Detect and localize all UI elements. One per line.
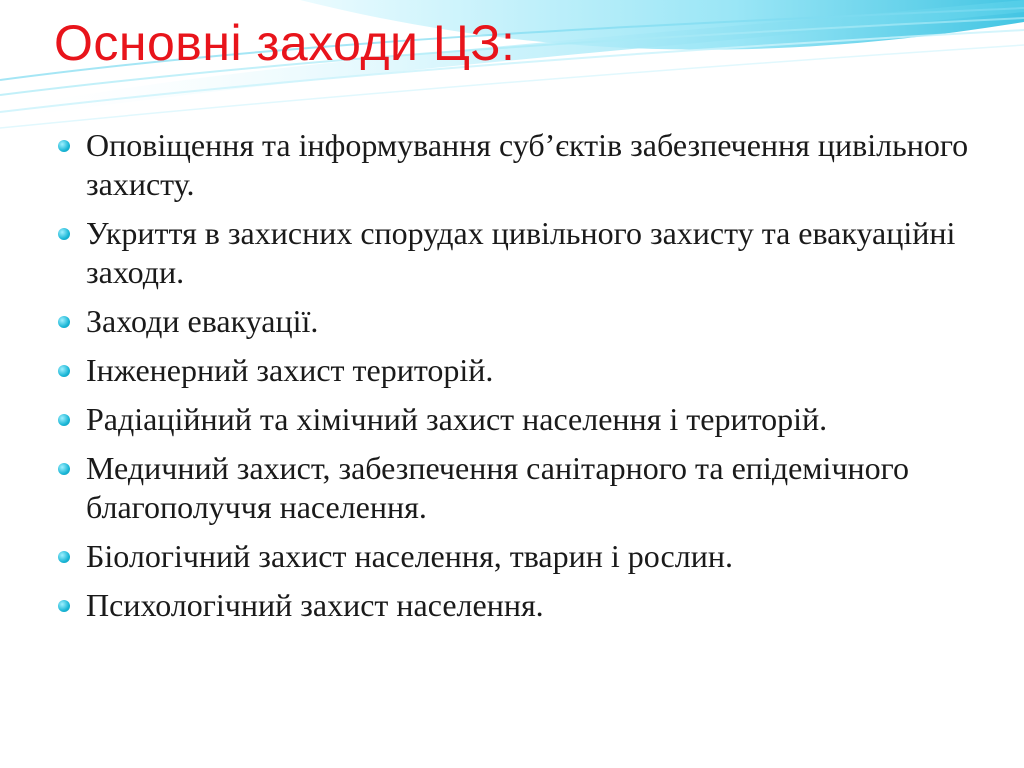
list-item-text: Укриття в захисних спорудах цивільного захисту та евакуаційні заходи. [86,215,956,290]
bullet-icon [58,600,70,612]
bullet-icon [58,140,70,152]
list-item [58,126,988,204]
list-item-text: Психологічний захист населення. [86,587,544,623]
bullet-icon [58,463,70,475]
bullet-icon [58,228,70,240]
list-item-text: Медичний захист, забезпечення санітарного та епідемічного благополуччя населення. [86,450,909,525]
list-item [58,449,988,527]
list-item [58,537,988,576]
list-item [58,302,988,341]
list-item-text: Заходи евакуації. [86,303,319,339]
list-item-text: Оповіщення та інформування суб’єктів забезпечення цивільного захисту. [86,127,969,202]
bullet-icon [58,316,70,328]
list-item [58,586,988,625]
bullet-icon [58,365,70,377]
list-item-text: Інженерний захист територій. [86,352,494,388]
list-item [58,351,988,390]
list-item-text: Радіаційний та хімічний захист населення і територій. [86,401,828,437]
list-item [58,214,988,292]
bullet-list [58,126,988,635]
bullet-icon [58,551,70,563]
list-item-text: Біологічний захист населення, тварин і рослин. [86,538,733,574]
list-item [58,400,988,439]
slide-title: Основні заходи ЦЗ: [54,15,516,71]
bullet-icon [58,414,70,426]
